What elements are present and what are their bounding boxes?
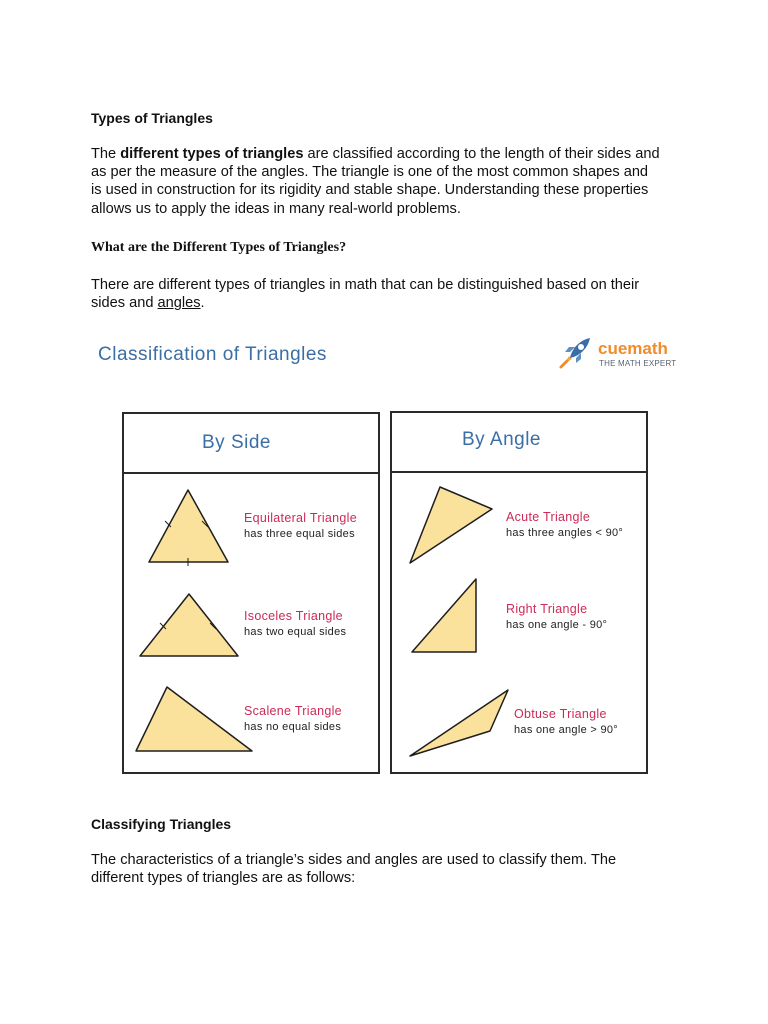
isosceles-triangle-desc: has two equal sides xyxy=(244,626,347,638)
scalene-triangle-label: Scalene Triangle xyxy=(244,704,342,718)
question-heading: What are the Different Types of Triangles? xyxy=(91,240,347,255)
distinguish-line-2-start: sides and xyxy=(91,295,158,312)
page-heading: Types of Triangles xyxy=(91,110,213,126)
intro-paragraph xyxy=(91,145,691,218)
scalene-triangle-shape xyxy=(136,687,252,751)
by-side-title: By Side xyxy=(202,432,271,453)
brand-name: cuemath xyxy=(598,339,668,358)
intro-line-2: as per the measure of the angles. The triangle is one of the most common shapes and xyxy=(91,164,649,181)
scalene-triangle-desc: has no equal sides xyxy=(244,721,342,733)
intro-line-1 xyxy=(91,145,691,163)
by-angle-title: By Angle xyxy=(462,429,541,450)
rocket-icon xyxy=(556,334,594,372)
classifying-paragraph xyxy=(91,851,691,887)
obtuse-triangle-desc: has one angle > 90° xyxy=(514,724,618,736)
brand-tagline: THE MATH EXPERT xyxy=(599,359,677,368)
classifying-line-2: different types of triangles are as follows: xyxy=(91,870,356,887)
distinguish-period: . xyxy=(200,295,205,312)
infographic-title: Classification of Triangles xyxy=(98,344,327,365)
equilateral-triangle-desc: has three equal sides xyxy=(244,528,355,540)
intro-bold-phrase: different types of triangles xyxy=(120,146,304,162)
right-triangle-label: Right Triangle xyxy=(506,602,588,616)
distinguish-line-1: There are different types of triangles in math that can be distinguished based on their xyxy=(91,277,640,293)
acute-triangle-shape xyxy=(410,487,492,563)
side-triangles-drawing xyxy=(124,414,378,772)
by-angle-panel xyxy=(390,411,648,774)
classification-infographic xyxy=(90,330,690,780)
obtuse-triangle-shape xyxy=(410,690,508,756)
classifying-heading: Classifying Triangles xyxy=(91,816,232,832)
by-side-panel xyxy=(122,412,380,774)
obtuse-triangle-label: Obtuse Triangle xyxy=(514,707,607,721)
isosceles-triangle-label: Isoceles Triangle xyxy=(244,609,343,623)
isosceles-triangle-shape xyxy=(140,594,238,656)
distinguish-line-2 xyxy=(91,294,691,312)
cuemath-logo xyxy=(556,334,686,374)
intro-line-1-start: The xyxy=(91,146,121,162)
intro-line-3: is used in construction for its rigidity and stable shape. Understanding these properties xyxy=(91,182,649,199)
equilateral-triangle-label: Equilateral Triangle xyxy=(244,511,358,525)
right-triangle-shape xyxy=(412,579,476,652)
acute-triangle-label: Acute Triangle xyxy=(506,510,591,524)
classifying-line-1: The characteristics of a triangle’s sides and angles are used to classify them. The xyxy=(91,852,617,868)
acute-triangle-desc: has three angles < 90° xyxy=(506,527,624,539)
distinguish-paragraph xyxy=(91,276,691,312)
intro-line-1-end: are classified according to the length of their sides and xyxy=(303,146,660,162)
intro-line-4: allows us to apply the ideas in many real-world problems. xyxy=(91,200,461,217)
angles-link[interactable]: angles xyxy=(157,295,201,312)
equilateral-triangle-shape xyxy=(149,490,228,566)
right-triangle-desc: has one angle - 90° xyxy=(506,619,608,631)
